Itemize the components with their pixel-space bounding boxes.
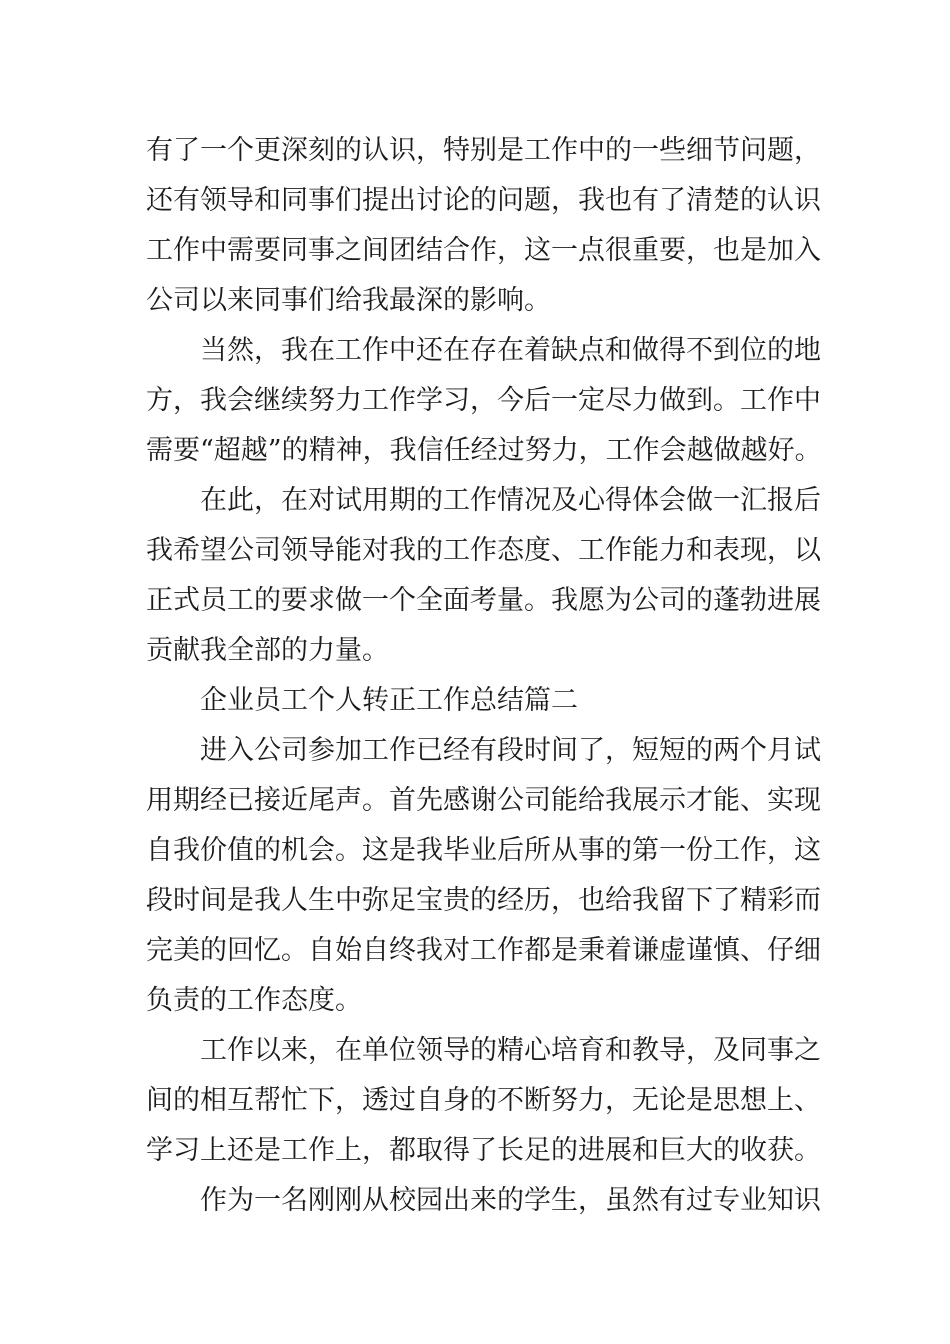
text-line: 公司以来同事们给我最深的影响。 bbox=[146, 285, 551, 316]
text-line: 间的相互帮忙下，透过自身的不断努力，无论是思想上、 bbox=[146, 1085, 821, 1116]
text-line: 贡献我全部的力量。 bbox=[146, 635, 389, 666]
text-line: 负责的工作态度。 bbox=[146, 985, 362, 1016]
text-line: 段时间是我人生中弥足宝贵的经历，也给我留下了精彩而 bbox=[146, 885, 821, 916]
text-line: 还有领导和同事们提出讨论的问题，我也有了清楚的认识 bbox=[146, 185, 821, 216]
text-line: 学习上还是工作上，都取得了长足的进展和巨大的收获。 bbox=[146, 1135, 821, 1166]
paragraph-start-line: 工作以来，在单位领导的精心培育和教导，及同事之 bbox=[200, 1035, 821, 1066]
paragraph-start-line: 在此，在对试用期的工作情况及心得体会做一汇报后 bbox=[200, 485, 821, 516]
document-body bbox=[146, 126, 822, 1226]
section-heading: 企业员工个人转正工作总结篇二 bbox=[200, 685, 578, 716]
text-line: 正式员工的要求做一个全面考量。我愿为公司的蓬勃进展 bbox=[146, 585, 821, 616]
text-line: 需要“超越”的精神，我信任经过努力，工作会越做越好。 bbox=[146, 435, 822, 466]
text-line: 有了一个更深刻的认识，特别是工作中的一些细节问题， bbox=[146, 135, 821, 166]
paragraph-start-line: 作为一名刚刚从校园出来的学生，虽然有过专业知识 bbox=[200, 1185, 821, 1216]
text-line: 我希望公司领导能对我的工作态度、工作能力和表现，以 bbox=[146, 535, 821, 566]
text-line: 完美的回忆。自始自终我对工作都是秉着谦虚谨慎、仔细 bbox=[146, 935, 821, 966]
paragraph-start-line: 当然，我在工作中还在存在着缺点和做得不到位的地 bbox=[200, 335, 821, 366]
text-line: 工作中需要同事之间团结合作，这一点很重要，也是加入 bbox=[146, 235, 821, 266]
paragraph-start-line: 进入公司参加工作已经有段时间了，短短的两个月试 bbox=[200, 735, 821, 766]
text-line: 自我价值的机会。这是我毕业后所从事的第一份工作，这 bbox=[146, 835, 821, 866]
text-line: 用期经已接近尾声。首先感谢公司能给我展示才能、实现 bbox=[146, 785, 821, 816]
text-line: 方，我会继续努力工作学习，今后一定尽力做到。工作中 bbox=[146, 385, 821, 416]
